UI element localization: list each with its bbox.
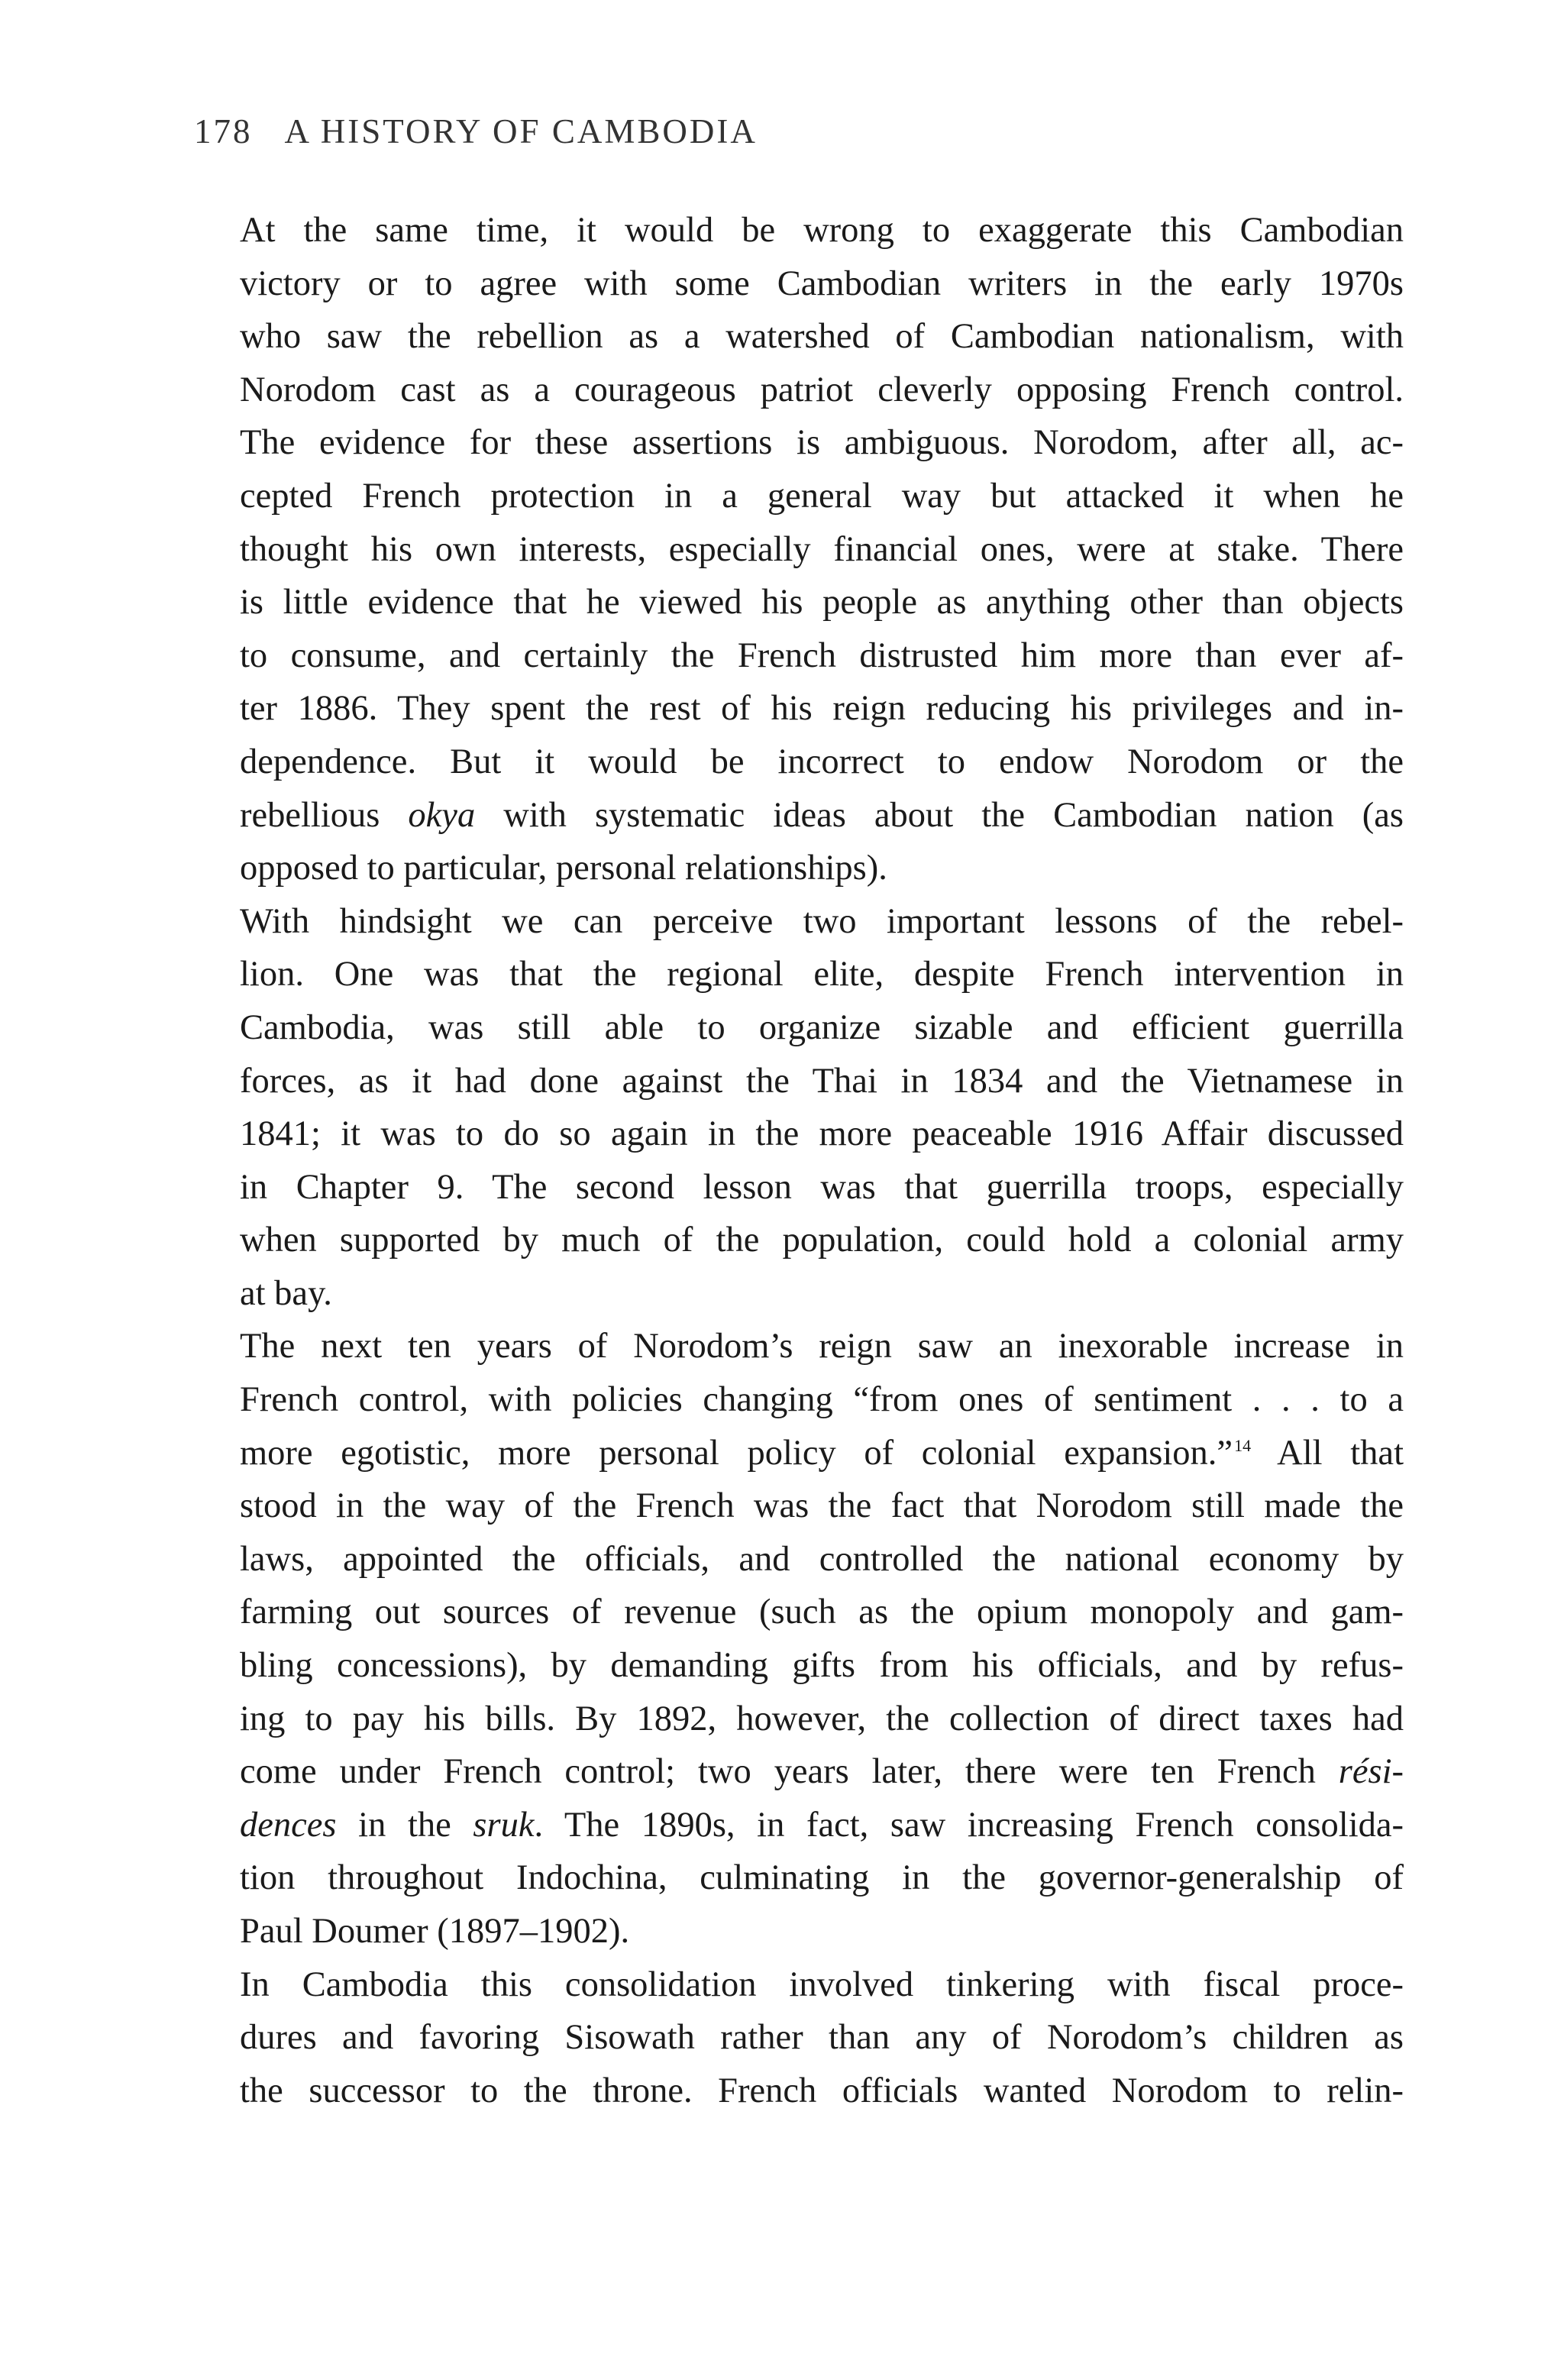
text-line: At the same time, it would be wrong to exaggerate this Cambodian [240,211,1404,250]
text-line: when supported by much of the population, could hold a colonial army [240,1221,1404,1260]
text-line: victory or to agree with some Cambodian writers in the early 1970s [240,264,1404,303]
paragraph-4 [194,1958,1404,2118]
text-line [194,1799,1404,1852]
text-line: Cambodia, was still able to organize sizable and efficient guerrilla [240,1007,1404,1047]
paragraph-2 [194,895,1404,1321]
text-line [194,789,1404,842]
text-line: forces, as it had done against the Thai in 1834 and the Vietnamese in [240,1061,1404,1101]
book-page [194,112,1404,2117]
text-line: lion. One was that the regional elite, despite French intervention in [240,955,1404,994]
italic-term-okya: okya [408,795,476,835]
italic-term-residences: dences [240,1805,337,1845]
text-line: Paul Doumer (1897–1902). [240,1912,630,1951]
italic-term-sruk: sruk [473,1805,535,1845]
text-line [194,1745,1404,1799]
text-run: with systematic ideas about the Cambodian nation (as [475,795,1404,835]
text-line: 1841; it was to do so again in the more peaceable 1916 Affair discussed [240,1114,1404,1154]
text-run: . The 1890s, in fact, saw increasing French consolida- [534,1805,1404,1845]
page-number: 178 [194,112,253,150]
text-line: opposed to particular, personal relationships). [240,849,887,888]
italic-term-residences: rési- [1338,1752,1404,1792]
text-line: to consume, and certainly the French distrusted him more than ever af- [240,635,1404,675]
book-title: A HISTORY OF CAMBODIA [284,112,758,150]
text-run: more egotistic, more personal policy of colonial expansion.” [240,1433,1233,1473]
text-line: stood in the way of the French was the fact that Norodom still made the [240,1486,1404,1526]
text-line: Norodom cast as a courageous patriot cleverly opposing French control. [240,370,1404,409]
text-line: cepted French protection in a general way but attacked it when he [240,476,1404,516]
text-line: dures and favoring Sisowath rather than any of Norodom’s children as [240,2018,1404,2058]
text-line: In Cambodia this consolidation involved tinkering with fiscal proce- [240,1964,1404,2004]
text-line: ing to pay his bills. By 1892, however, the collection of direct taxes had [240,1699,1404,1738]
text-line: dependence. But it would be incorrect to endow Norodom or the [240,742,1404,781]
footnote-marker[interactable]: 14 [1234,1436,1252,1456]
text-line: is little evidence that he viewed his people as anything other than objects [240,583,1404,622]
text-line: laws, appointed the officials, and controlled the national economy by [240,1539,1404,1579]
text-line: bling concessions), by demanding gifts from his officials, and by refus- [240,1646,1404,1686]
running-head [194,112,1404,150]
text-line: the successor to the throne. French officials wanted Norodom to relin- [240,2071,1404,2110]
text-line: thought his own interests, especially financial ones, were at stake. There [240,529,1404,569]
text-line: at bay. [240,1273,332,1313]
paragraph-1 [194,204,1404,895]
text-line: who saw the rebellion as a watershed of Cambodian nationalism, with [240,317,1404,357]
text-line: French control, with policies changing “from ones of sentiment . . . to a [240,1380,1404,1420]
text-line: The next ten years of Norodom’s reign saw an inexorable increase in [240,1327,1404,1366]
text-line [194,1427,1404,1480]
text-line: The evidence for these assertions is ambiguous. Norodom, after all, ac- [240,423,1404,463]
text-run: come under French control; two years later, there were ten French [240,1752,1339,1792]
text-run: in the [336,1805,473,1845]
paragraph-3 [194,1320,1404,1958]
text-line: in Chapter 9. The second lesson was that guerrilla troops, especially [240,1167,1404,1207]
text-line: tion throughout Indochina, culminating in the governor-generalship of [240,1858,1404,1898]
text-line: farming out sources of revenue (such as the opium monopoly and gam- [240,1593,1404,1632]
text-run: rebellious [240,795,409,835]
text-line: With hindsight we can perceive two important lessons of the rebel- [240,901,1404,941]
text-run: All that [1251,1433,1404,1473]
text-line: ter 1886. They spent the rest of his reign reducing his privileges and in- [240,689,1404,729]
